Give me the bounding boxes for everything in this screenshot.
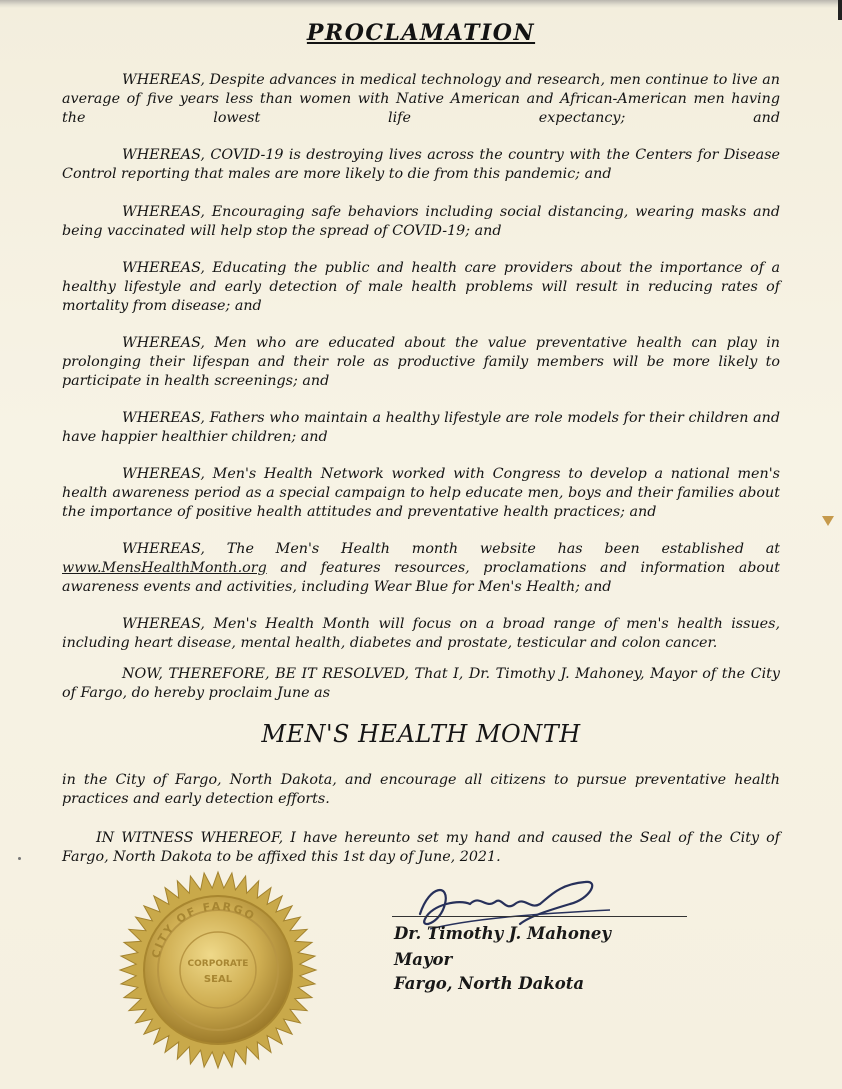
signature-block [392,880,692,1000]
resolved-paragraph: NOW, THEREFORE, BE IT RESOLVED, That I, Dr. Timothy J. Mahoney, Mayor of the City of Fargo, do hereby proclaim June as [62,666,780,701]
signer-place: Fargo, North Dakota [394,974,585,993]
whereas-paragraph-6: WHEREAS, Fathers who maintain a healthy lifestyle are role models for their children and have happier healthier children; and [62,410,780,445]
signer-title: Mayor [394,950,453,969]
encourage-paragraph: in the City of Fargo, North Dakota, and encourage all citizens to pursue preventative health practices and early detection efforts. [62,772,780,807]
whereas-paragraph-3: WHEREAS, Encouraging safe behaviors including social distancing, wearing masks and being vaccinated will help stop the spread of COVID-19; and [62,204,780,239]
whereas-paragraph-8: WHEREAS, Men's Health Month will focus on a broad range of men's health issues, including heart disease, mental health, diabetes and prostate, testicular and colon cancer. [62,616,780,651]
svg-text:CORPORATE: CORPORATE [187,959,249,969]
document-title: PROCLAMATION [306,20,536,46]
website-text-before: WHEREAS, The Men's Health month website has been established at [122,541,780,557]
website-link[interactable]: www.MensHealthMonth.org [62,560,267,576]
whereas-paragraph-5: WHEREAS, Men who are educated about the value preventative health can play in prolonging their lifespan and their role as productive family members will be more likely to participate in health screenings; and [62,335,780,389]
svg-text:SEAL: SEAL [203,974,233,985]
seal-text: CITY OF FARGO [149,899,258,960]
signature-line [392,916,687,917]
website-text-after: and features resources, proclamations and information about awareness events and activities, including Wear Blue for Men's Health; and [62,560,780,595]
witness-paragraph: IN WITNESS WHEREOF, I have hereunto set my hand and caused the Seal of the City of Fargo, North Dakota to be affixed this 1st day of June, 2021. [62,830,780,865]
whereas-paragraph-2: WHEREAS, COVID-19 is destroying lives across the country with the Centers for Disease Control reporting that males are more likely to die from this pandemic; and [62,147,780,182]
whereas-paragraph-website [62,540,780,597]
city-seal-icon [118,870,318,1070]
whereas-paragraph-1: WHEREAS, Despite advances in medical technology and research, men continue to live an average of five years less than women with Native American and African-American men having the lowest life expectancy; and [62,72,780,126]
margin-mark [822,516,834,526]
scan-edge-mark [838,0,842,20]
proclaimed-title: MEN'S HEALTH MONTH [261,720,581,748]
signer-name: Dr. Timothy J. Mahoney [394,924,611,943]
whereas-paragraph-7: WHEREAS, Men's Health Network worked with Congress to develop a national men's health awareness period as a special campaign to help educate men, boys and their families about the importance of positive health attitudes and preventative health practices; and [62,466,780,520]
scan-dot [18,857,21,860]
scan-top-shadow [0,0,842,8]
whereas-paragraph-4: WHEREAS, Educating the public and health care providers about the importance of a healthy lifestyle and early detection of male health problems will result in reducing rates of mortality from disease; and [62,260,780,314]
